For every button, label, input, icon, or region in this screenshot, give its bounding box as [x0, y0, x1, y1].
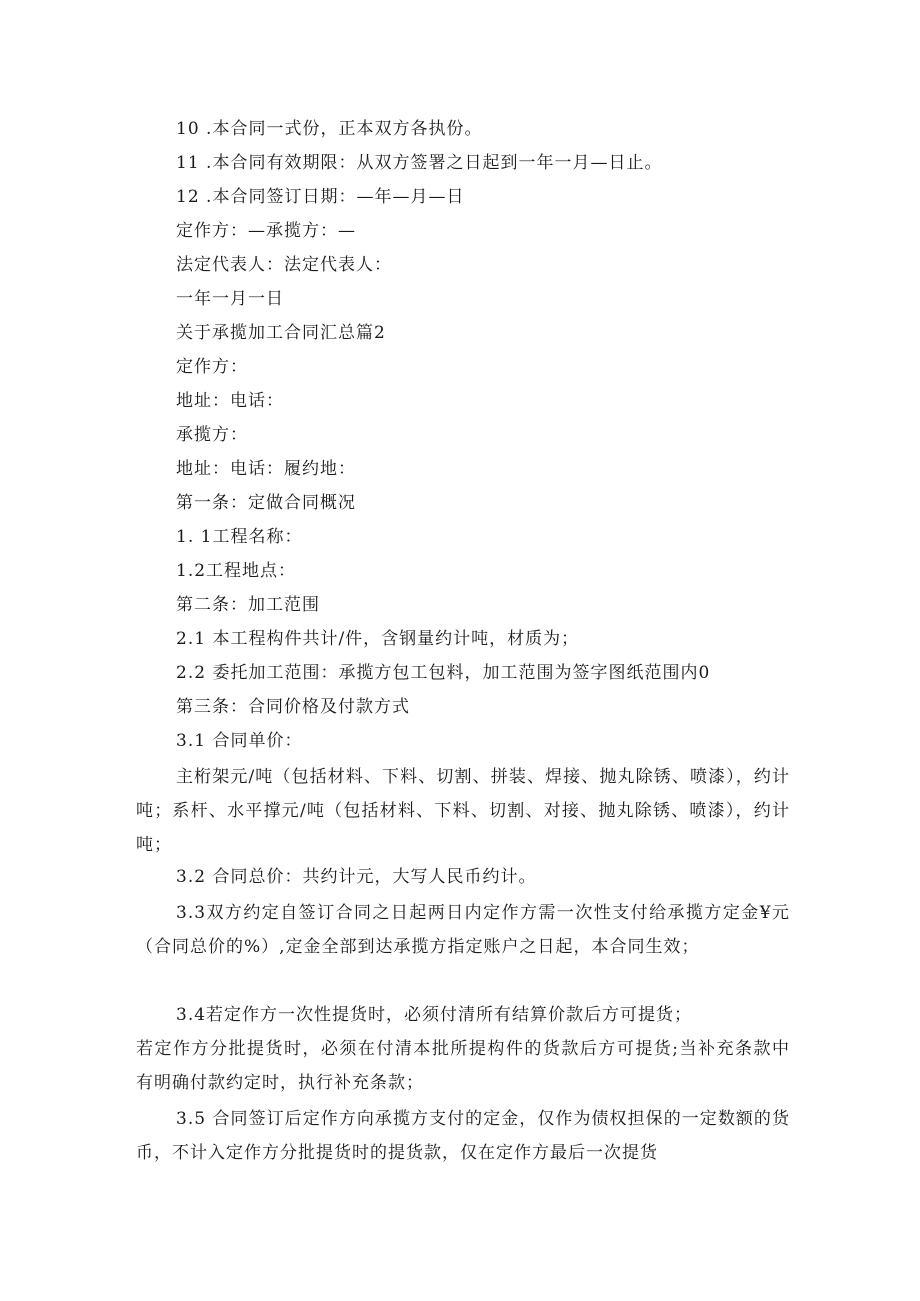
article-1-heading: 第一条：定做合同概况 — [176, 493, 356, 513]
deposit-terms-paragraph: 3.5 合同签订后定作方向承揽方支付的定金，仅作为债权担保的一定数额的货币，不计入定作方分批提货时的提货款，仅在定作方最后一次提货 — [136, 1109, 790, 1163]
article-3-heading: 第三条：合同价格及付款方式 — [176, 697, 410, 717]
section-heading: 关于承揽加工合同汇总篇2 — [176, 323, 386, 343]
party-b-label: 承揽方： — [176, 425, 248, 445]
party-a-address: 地址：电话： — [176, 391, 284, 411]
signature-date: 一年一月一日 — [176, 289, 284, 309]
item-1-1: 1. 1工程名称： — [176, 527, 303, 547]
delivery-paragraph-b: 若定作方分批提货时，必须在付清本批所提构件的货款后方可提货;当补充条款中有明确付款约定时，执行补充条款； — [136, 1039, 790, 1093]
party-b-address: 地址：电话：履约地： — [176, 459, 356, 479]
delivery-paragraph-a: 3.4若定作方一次性提货时，必须付清所有结算价款后方可提货； — [176, 1005, 693, 1025]
clause-12: 12 .本合同签订日期：—年—月—日 — [176, 187, 465, 207]
signature-parties: 定作方：—承揽方：— — [176, 221, 356, 241]
item-3-2: 3.2 合同总价：共约计元，大写人民币约计。 — [176, 867, 537, 887]
item-2-2: 2.2 委托加工范围：承揽方包工包料，加工范围为签字图纸范围内0 — [176, 663, 711, 683]
party-a-label: 定作方： — [176, 357, 248, 377]
clause-10: 10 .本合同一式份，正本双方各执份。 — [176, 119, 483, 139]
unit-price-paragraph: 主桁架元/吨（包括材料、下料、切割、拼装、焊接、抛丸除锈、喷漆），约计吨；系杆、水平撑元/吨（包括材料、下料、切割、对接、抛丸除锈、喷漆），约计吨； — [136, 767, 790, 855]
item-1-2: 1.2工程地点： — [176, 561, 297, 581]
deposit-paragraph: 3.3双方约定自签订合同之日起两日内定作方需一次性支付给承揽方定金¥元（合同总价的%）,定金全部到达承揽方指定账户之日起，本合同生效； — [136, 903, 790, 957]
item-3-1: 3.1 合同单价： — [176, 731, 303, 751]
clause-11: 11 .本合同有效期限：从双方签署之日起到一年一月—日止。 — [176, 153, 663, 173]
article-2-heading: 第二条：加工范围 — [176, 595, 320, 615]
legal-representatives: 法定代表人：法定代表人： — [176, 255, 392, 275]
item-2-1: 2.1 本工程构件共计/件，含钢量约计吨，材质为； — [176, 629, 580, 649]
